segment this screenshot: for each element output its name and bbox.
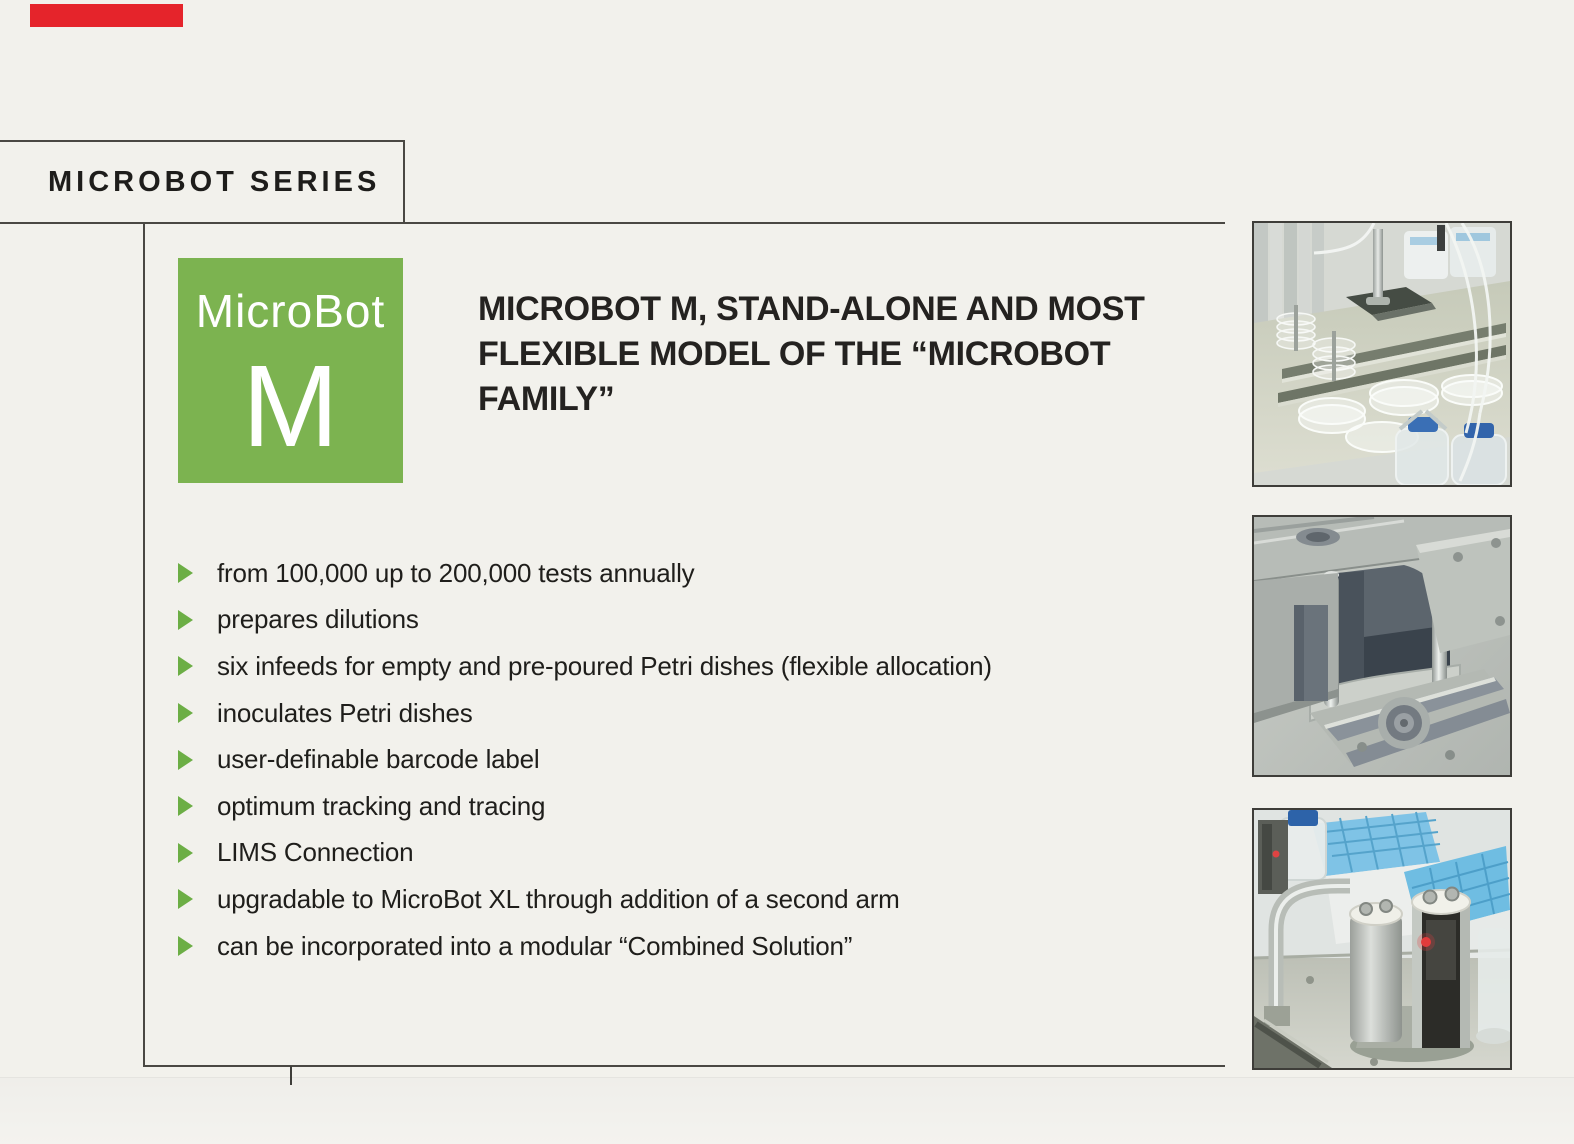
feature-text: user-definable barcode label <box>217 744 540 775</box>
page-bottom-edge <box>0 1077 1574 1144</box>
feature-item <box>178 783 1198 830</box>
logo-model-letter: M <box>242 341 339 471</box>
feature-text: optimum tracking and tracing <box>217 790 546 821</box>
feature-item <box>178 830 1198 877</box>
triangle-bullet-icon <box>178 843 193 863</box>
feature-text: LIMS Connection <box>217 837 414 868</box>
triangle-bullet-icon <box>178 889 193 909</box>
feature-item <box>178 597 1198 644</box>
steel-canister-station-photo <box>1252 808 1512 1070</box>
feature-text: can be incorporated into a modular “Combined Solution” <box>217 930 853 961</box>
feature-text: inoculates Petri dishes <box>217 697 473 728</box>
triangle-bullet-icon <box>178 796 193 816</box>
dish-gripper-module-photo <box>1252 515 1512 777</box>
headline <box>478 287 1238 422</box>
lab-photo-illustration <box>1254 810 1510 1068</box>
feature-text: upgradable to MicroBot XL through addition of a second arm <box>217 883 900 914</box>
petri-dish-filling-station-photo <box>1252 221 1512 487</box>
feature-text: prepares dilutions <box>217 604 419 635</box>
triangle-bullet-icon <box>178 936 193 956</box>
triangle-bullet-icon <box>178 610 193 630</box>
microbot-m-logo <box>178 258 403 483</box>
logo-brand-text: MicroBot <box>195 285 386 337</box>
feature-item <box>178 923 1198 970</box>
bottom-tick-mark <box>290 1066 292 1085</box>
triangle-bullet-icon <box>178 703 193 723</box>
feature-text: from 100,000 up to 200,000 tests annually <box>217 557 695 588</box>
triangle-bullet-icon <box>178 563 193 583</box>
red-corner-tab <box>30 4 183 27</box>
feature-item <box>178 736 1198 783</box>
series-header-box <box>0 140 405 224</box>
lab-photo-illustration <box>1254 517 1510 775</box>
headline-line-1: MICROBOT M, STAND-ALONE AND MOST <box>478 290 1145 328</box>
feature-item <box>178 690 1198 737</box>
triangle-bullet-icon <box>178 750 193 770</box>
triangle-bullet-icon <box>178 656 193 676</box>
feature-text: six infeeds for empty and pre-poured Petri dishes (flexible allocation) <box>217 650 992 681</box>
feature-item <box>178 550 1198 597</box>
feature-item <box>178 876 1198 923</box>
lab-photo-illustration <box>1254 223 1510 485</box>
feature-list <box>178 550 1198 969</box>
headline-line-2: FLEXIBLE MODEL OF THE “MICROBOT FAMILY” <box>478 335 1111 418</box>
feature-item <box>178 643 1198 690</box>
series-header-label: MICROBOT SERIES <box>48 165 381 198</box>
